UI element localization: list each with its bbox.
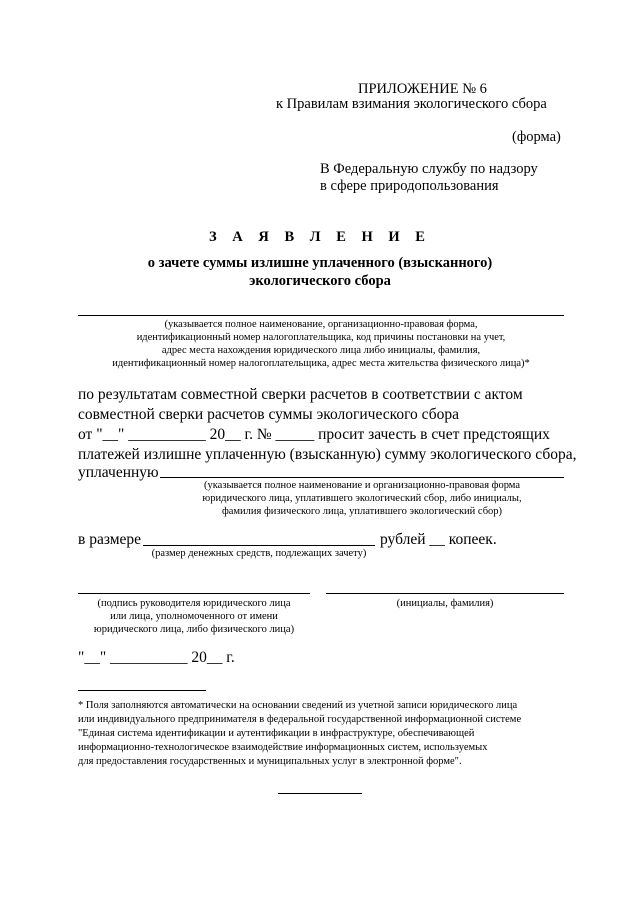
end-separator (278, 793, 362, 794)
addressee-line-2: в сфере природопользования (320, 178, 499, 194)
footnote-line-2: или индивидуального предпринимателя в федеральной государственной информационной системе (78, 714, 522, 725)
body-line-5: уплаченную (78, 464, 159, 481)
applicant-field-line[interactable] (78, 315, 564, 316)
body-line-1: по результатам совместной сверки расчетов в соответствии с актом (78, 386, 523, 403)
amount-suffix: рублей __ копеек. (380, 531, 497, 548)
signature-field-line[interactable] (78, 593, 310, 594)
body-line-4: платежей излишне уплаченную (взысканную) сумму экологического сбора, (78, 446, 577, 463)
appendix-number: ПРИЛОЖЕНИЕ № 6 (358, 81, 487, 97)
signature-hint-2: или лица, уполномоченного от имени (110, 611, 278, 622)
body-line-2: совместной сверки расчетов суммы экологического сбора (78, 406, 460, 423)
signature-hint-1: (подпись руководителя юридического лица (97, 598, 291, 609)
footnote-line-4: информационно-технологическое взаимодействие информационных систем, используемых (78, 742, 488, 753)
signature-hint-3: юридического лица, либо физического лица) (93, 624, 295, 635)
footnote-line-5: для предоставления государственных и муниципальных услуг в электронной форме". (78, 756, 462, 767)
payer-hint-2: юридического лица, уплатившего экологический сбор, либо инициалы, (202, 493, 522, 504)
amount-prefix: в размере (78, 531, 142, 548)
initials-field-line[interactable] (326, 593, 564, 594)
applicant-hint-1: (указывается полное наименование, организационно-правовая форма, (164, 319, 478, 330)
applicant-hint-3: адрес места нахождения юридического лица либо инициалы, фамилия, (161, 345, 481, 356)
amount-field-line[interactable] (143, 545, 375, 546)
payer-hint-1: (указывается полное наименование и организационно-правовая форма (203, 480, 521, 491)
document-subtitle-2: экологического сбора (249, 273, 391, 289)
amount-hint: (размер денежных средств, подлежащих зачету) (151, 548, 367, 559)
initials-hint: (инициалы, фамилия) (396, 598, 494, 609)
payer-hint-3: фамилия физического лица, уплатившего экологический сбор) (221, 506, 503, 517)
document-subtitle-1: о зачете суммы излишне уплаченного (взысканного) (147, 255, 493, 271)
footnote-line-3: "Единая система идентификации и аутентификации в инфраструктуре, обеспечивающей (78, 728, 475, 739)
applicant-hint-2: идентификационный номер налогоплательщика, код причины постановки на учет, (136, 332, 506, 343)
footnote-separator (78, 690, 206, 691)
addressee-line-1: В Федеральную службу по надзору (320, 161, 538, 177)
form-label: (форма) (512, 129, 561, 145)
appendix-rules: к Правилам взимания экологического сбора (276, 96, 547, 112)
footnote-line-1: * Поля заполняются автоматически на основании сведений из учетной записи юридического лица (78, 700, 518, 711)
date-line: "__" __________ 20__ г. (78, 649, 235, 666)
payer-field-line[interactable] (160, 477, 564, 478)
document-title: З А Я В Л Е Н И Е (209, 229, 431, 245)
body-line-3: от "__" __________ 20__ г. № _____ просит зачесть в счет предстоящих (78, 426, 550, 443)
applicant-hint-4: идентификационный номер налогоплательщика, адрес места жительства физического лица)* (112, 358, 530, 369)
